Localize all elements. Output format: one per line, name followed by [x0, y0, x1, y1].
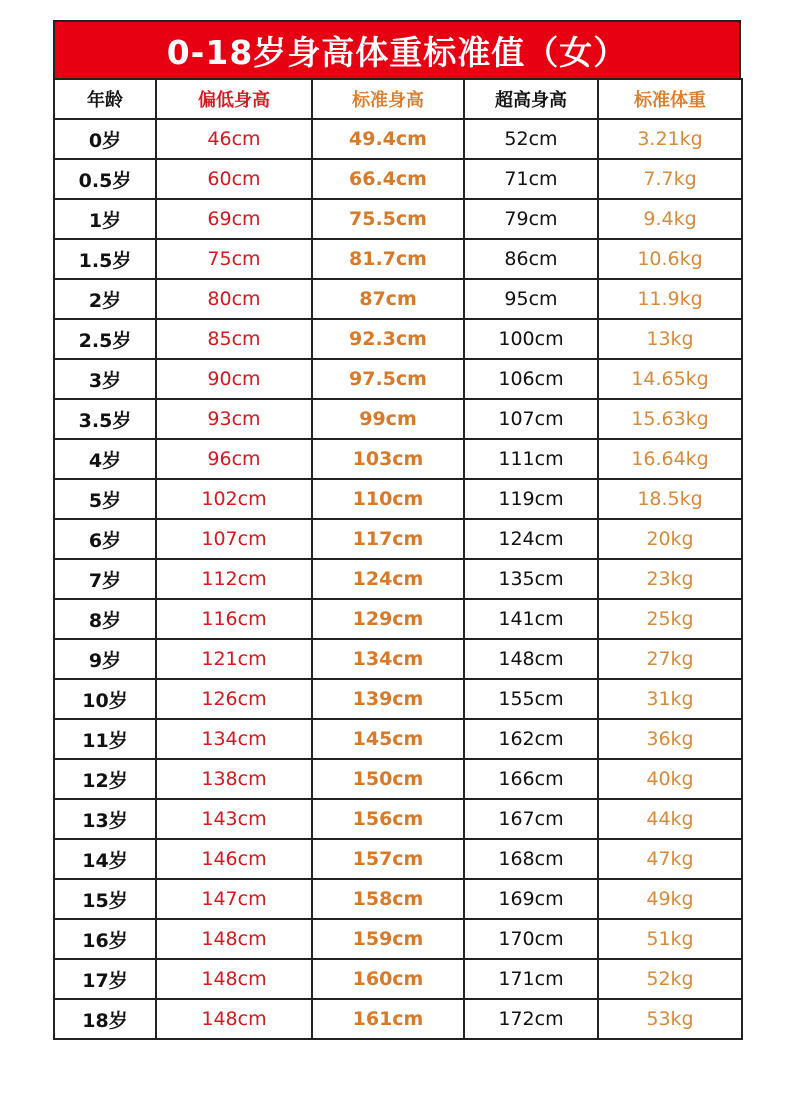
table-row [54, 999, 742, 1039]
table-row [54, 399, 742, 439]
age-cell: 5岁 [54, 479, 156, 519]
high-height-cell: 52cm [464, 119, 598, 159]
standard-weight-cell: 31kg [598, 679, 742, 719]
standard-weight-cell: 53kg [598, 999, 742, 1039]
height-weight-chart [53, 20, 741, 1040]
high-height-cell: 119cm [464, 479, 598, 519]
standard-height-cell: 160cm [312, 959, 464, 999]
table-row [54, 439, 742, 479]
table-row [54, 239, 742, 279]
table-body [54, 119, 742, 1039]
standard-height-cell: 150cm [312, 759, 464, 799]
age-cell: 8岁 [54, 599, 156, 639]
table-row [54, 679, 742, 719]
low-height-cell: 148cm [156, 959, 312, 999]
table-row [54, 359, 742, 399]
standard-weight-cell: 16.64kg [598, 439, 742, 479]
age-cell: 9岁 [54, 639, 156, 679]
age-cell: 12岁 [54, 759, 156, 799]
high-height-cell: 95cm [464, 279, 598, 319]
low-height-cell: 96cm [156, 439, 312, 479]
standard-height-cell: 117cm [312, 519, 464, 559]
table-row [54, 879, 742, 919]
low-height-cell: 138cm [156, 759, 312, 799]
age-cell: 1岁 [54, 199, 156, 239]
standard-height-cell: 81.7cm [312, 239, 464, 279]
standard-height-cell: 66.4cm [312, 159, 464, 199]
low-height-cell: 80cm [156, 279, 312, 319]
age-cell: 1.5岁 [54, 239, 156, 279]
standard-height-cell: 157cm [312, 839, 464, 879]
standard-weight-cell: 15.63kg [598, 399, 742, 439]
age-cell: 11岁 [54, 719, 156, 759]
standard-height-cell: 139cm [312, 679, 464, 719]
age-cell: 17岁 [54, 959, 156, 999]
age-cell: 18岁 [54, 999, 156, 1039]
standard-weight-cell: 3.21kg [598, 119, 742, 159]
low-height-cell: 102cm [156, 479, 312, 519]
table-row [54, 639, 742, 679]
low-height-cell: 93cm [156, 399, 312, 439]
standard-weight-cell: 11.9kg [598, 279, 742, 319]
standard-weight-cell: 23kg [598, 559, 742, 599]
age-cell: 3岁 [54, 359, 156, 399]
high-height-cell: 135cm [464, 559, 598, 599]
high-height-cell: 166cm [464, 759, 598, 799]
low-height-cell: 85cm [156, 319, 312, 359]
low-height-cell: 146cm [156, 839, 312, 879]
column-header-standard-weight: 标准体重 [598, 79, 742, 119]
age-cell: 15岁 [54, 879, 156, 919]
high-height-cell: 124cm [464, 519, 598, 559]
low-height-cell: 148cm [156, 999, 312, 1039]
high-height-cell: 168cm [464, 839, 598, 879]
age-cell: 16岁 [54, 919, 156, 959]
column-header-low-height: 偏低身高 [156, 79, 312, 119]
standard-height-cell: 75.5cm [312, 199, 464, 239]
standard-weight-cell: 7.7kg [598, 159, 742, 199]
low-height-cell: 69cm [156, 199, 312, 239]
standard-weight-cell: 27kg [598, 639, 742, 679]
standard-weight-cell: 10.6kg [598, 239, 742, 279]
table-row [54, 839, 742, 879]
table-row [54, 599, 742, 639]
standard-height-cell: 129cm [312, 599, 464, 639]
table-row [54, 119, 742, 159]
page-title: 0-18岁身高体重标准值（女） [53, 20, 741, 78]
low-height-cell: 126cm [156, 679, 312, 719]
age-cell: 0.5岁 [54, 159, 156, 199]
high-height-cell: 172cm [464, 999, 598, 1039]
high-height-cell: 162cm [464, 719, 598, 759]
low-height-cell: 148cm [156, 919, 312, 959]
standard-height-cell: 124cm [312, 559, 464, 599]
age-cell: 3.5岁 [54, 399, 156, 439]
table-row [54, 799, 742, 839]
age-cell: 0岁 [54, 119, 156, 159]
high-height-cell: 170cm [464, 919, 598, 959]
standard-weight-cell: 9.4kg [598, 199, 742, 239]
low-height-cell: 46cm [156, 119, 312, 159]
age-cell: 2.5岁 [54, 319, 156, 359]
standard-weight-cell: 25kg [598, 599, 742, 639]
high-height-cell: 111cm [464, 439, 598, 479]
age-cell: 10岁 [54, 679, 156, 719]
age-cell: 13岁 [54, 799, 156, 839]
age-cell: 6岁 [54, 519, 156, 559]
standard-height-cell: 159cm [312, 919, 464, 959]
standard-weight-cell: 36kg [598, 719, 742, 759]
column-header-standard-height: 标准身高 [312, 79, 464, 119]
header-row [54, 79, 742, 119]
low-height-cell: 112cm [156, 559, 312, 599]
standard-weight-cell: 47kg [598, 839, 742, 879]
table-row [54, 319, 742, 359]
standard-height-cell: 92.3cm [312, 319, 464, 359]
standard-height-cell: 103cm [312, 439, 464, 479]
standard-weight-cell: 20kg [598, 519, 742, 559]
standard-height-cell: 158cm [312, 879, 464, 919]
table-row [54, 479, 742, 519]
high-height-cell: 100cm [464, 319, 598, 359]
high-height-cell: 148cm [464, 639, 598, 679]
age-cell: 14岁 [54, 839, 156, 879]
age-cell: 4岁 [54, 439, 156, 479]
table-row [54, 199, 742, 239]
high-height-cell: 86cm [464, 239, 598, 279]
table-header [54, 79, 742, 119]
low-height-cell: 143cm [156, 799, 312, 839]
column-header-high-height: 超高身高 [464, 79, 598, 119]
high-height-cell: 79cm [464, 199, 598, 239]
standard-weight-cell: 52kg [598, 959, 742, 999]
standard-height-cell: 99cm [312, 399, 464, 439]
low-height-cell: 107cm [156, 519, 312, 559]
table-row [54, 959, 742, 999]
high-height-cell: 107cm [464, 399, 598, 439]
low-height-cell: 121cm [156, 639, 312, 679]
low-height-cell: 75cm [156, 239, 312, 279]
high-height-cell: 171cm [464, 959, 598, 999]
high-height-cell: 169cm [464, 879, 598, 919]
standard-weight-cell: 49kg [598, 879, 742, 919]
low-height-cell: 134cm [156, 719, 312, 759]
standard-weight-cell: 18.5kg [598, 479, 742, 519]
low-height-cell: 60cm [156, 159, 312, 199]
table-row [54, 519, 742, 559]
low-height-cell: 90cm [156, 359, 312, 399]
standard-height-cell: 161cm [312, 999, 464, 1039]
age-cell: 2岁 [54, 279, 156, 319]
low-height-cell: 116cm [156, 599, 312, 639]
high-height-cell: 155cm [464, 679, 598, 719]
table-row [54, 759, 742, 799]
standard-height-cell: 49.4cm [312, 119, 464, 159]
standard-weight-cell: 14.65kg [598, 359, 742, 399]
height-weight-table [53, 78, 743, 1040]
high-height-cell: 167cm [464, 799, 598, 839]
table-row [54, 559, 742, 599]
age-cell: 7岁 [54, 559, 156, 599]
table-row [54, 159, 742, 199]
standard-weight-cell: 13kg [598, 319, 742, 359]
standard-height-cell: 110cm [312, 479, 464, 519]
table-row [54, 719, 742, 759]
standard-height-cell: 97.5cm [312, 359, 464, 399]
standard-weight-cell: 51kg [598, 919, 742, 959]
standard-weight-cell: 40kg [598, 759, 742, 799]
table-row [54, 279, 742, 319]
high-height-cell: 106cm [464, 359, 598, 399]
high-height-cell: 141cm [464, 599, 598, 639]
column-header-age: 年龄 [54, 79, 156, 119]
standard-height-cell: 87cm [312, 279, 464, 319]
standard-height-cell: 156cm [312, 799, 464, 839]
standard-weight-cell: 44kg [598, 799, 742, 839]
low-height-cell: 147cm [156, 879, 312, 919]
standard-height-cell: 145cm [312, 719, 464, 759]
standard-height-cell: 134cm [312, 639, 464, 679]
high-height-cell: 71cm [464, 159, 598, 199]
table-row [54, 919, 742, 959]
